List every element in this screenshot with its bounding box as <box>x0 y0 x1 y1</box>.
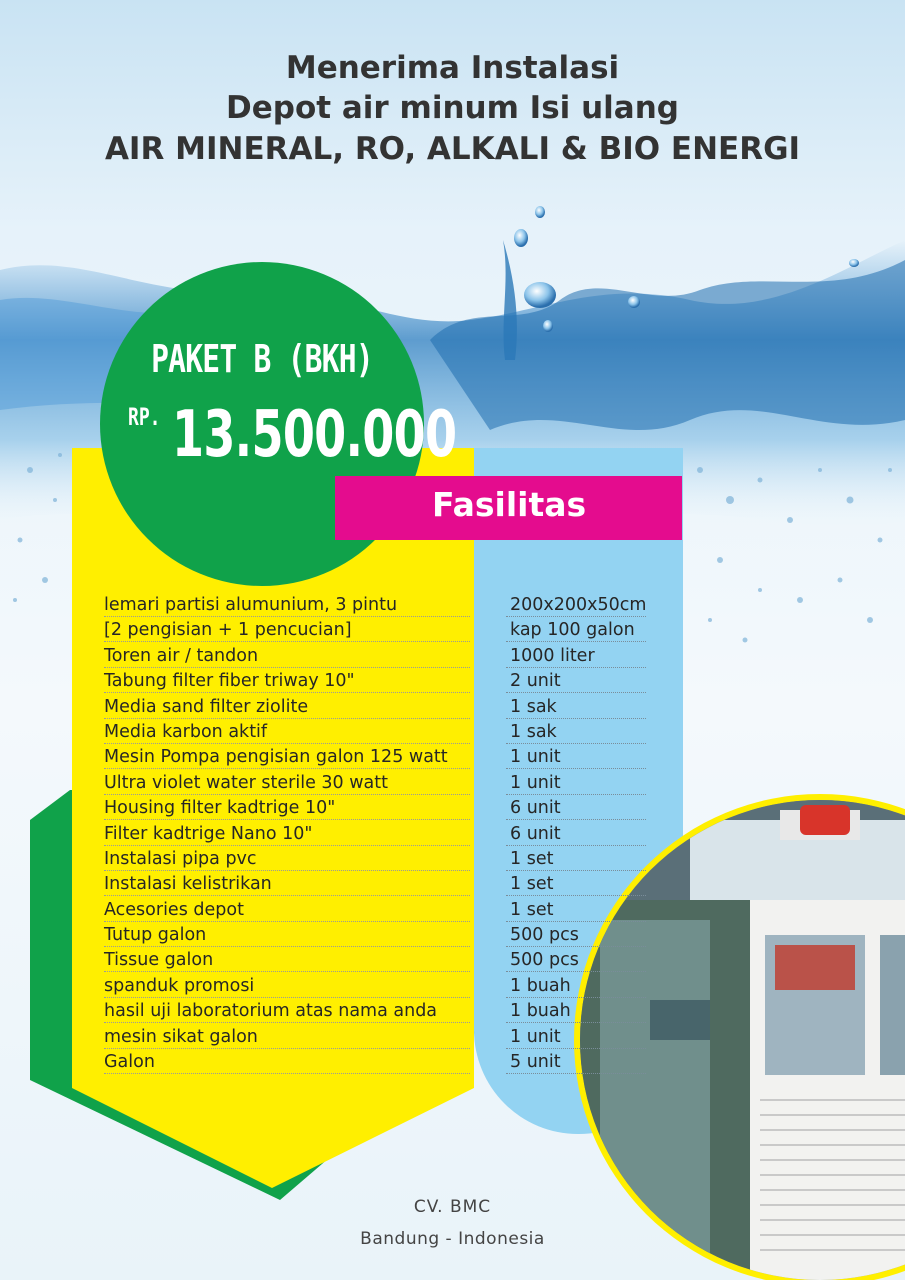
facility-item-name: Instalasi pipa pvc <box>104 848 257 869</box>
dotted-divider <box>506 1022 646 1023</box>
facility-item-name: Media sand filter ziolite <box>104 696 309 717</box>
dotted-divider <box>506 946 646 947</box>
dotted-divider <box>506 870 646 871</box>
facility-item-quantity: 1 set <box>510 874 554 895</box>
dotted-divider <box>506 1048 646 1049</box>
dotted-divider <box>506 971 646 972</box>
dotted-divider <box>506 997 646 998</box>
facility-item-quantity: 6 unit <box>510 823 561 844</box>
list-item <box>104 669 650 694</box>
facility-item-name: Tabung filter fiber triway 10" <box>104 671 355 692</box>
facilities-title: Fasilitas <box>432 485 587 524</box>
dotted-divider <box>506 819 646 820</box>
facility-item-quantity: 2 unit <box>510 671 561 692</box>
facility-item-name: lemari partisi alumunium, 3 pintu <box>104 595 398 615</box>
list-item <box>104 695 650 720</box>
facility-item-quantity: 1 set <box>510 848 554 869</box>
dotted-divider <box>104 845 470 846</box>
dotted-divider <box>506 794 646 795</box>
list-item <box>104 923 650 948</box>
dotted-divider <box>506 718 646 719</box>
list-item <box>104 618 650 643</box>
facility-item-quantity: 1 buah <box>510 1001 571 1022</box>
dotted-divider <box>506 921 646 922</box>
facility-item-name: Mesin Pompa pengisian galon 125 watt <box>104 747 448 768</box>
facility-item-name: Housing filter kadtrige 10" <box>104 798 336 819</box>
facility-item-quantity: 1 set <box>510 899 554 920</box>
list-item <box>104 999 650 1024</box>
dotted-divider <box>104 1073 470 1074</box>
list-item <box>104 948 650 973</box>
facility-item-name: [2 pengisian + 1 pencucian] <box>104 620 352 641</box>
dotted-divider <box>104 718 470 719</box>
facility-item-quantity: 1 sak <box>510 696 557 717</box>
list-item <box>104 593 650 618</box>
facility-item-name: Ultra violet water sterile 30 watt <box>104 772 388 793</box>
dotted-divider <box>506 845 646 846</box>
facility-item-name: Instalasi kelistrikan <box>104 874 272 895</box>
headline-line-2: Depot air minum Isi ulang <box>226 90 679 126</box>
headline-line-3: AIR MINERAL, RO, ALKALI & BIO ENERGI <box>104 131 801 167</box>
dotted-divider <box>104 1048 470 1049</box>
package-name: PAKET B (BKH) <box>151 337 373 381</box>
dotted-divider <box>104 997 470 998</box>
dotted-divider <box>506 743 646 744</box>
dotted-divider <box>506 616 646 617</box>
facility-item-name: Filter kadtrige Nano 10" <box>104 823 313 844</box>
facilities-list <box>104 593 650 1075</box>
facility-item-quantity: 1 buah <box>510 975 571 996</box>
list-item <box>104 1050 650 1075</box>
facility-item-name: Acesories depot <box>104 899 244 920</box>
dotted-divider <box>104 794 470 795</box>
headline-line-1: Menerima Instalasi <box>285 50 620 86</box>
list-item <box>104 644 650 669</box>
facility-item-quantity: kap 100 galon <box>510 620 635 641</box>
list-item <box>104 1025 650 1050</box>
dotted-divider <box>506 768 646 769</box>
dotted-divider <box>104 1022 470 1023</box>
dotted-divider <box>104 641 470 642</box>
facility-item-quantity: 1000 liter <box>510 645 595 666</box>
facility-item-quantity: 500 pcs <box>510 925 579 946</box>
list-item <box>104 898 650 923</box>
dotted-divider <box>104 971 470 972</box>
dotted-divider <box>104 946 470 947</box>
dotted-divider <box>104 768 470 769</box>
dotted-divider <box>506 667 646 668</box>
facility-item-name: spanduk promosi <box>104 975 255 996</box>
dotted-divider <box>104 743 470 744</box>
facility-item-quantity: 1 unit <box>510 772 561 793</box>
dotted-divider <box>506 692 646 693</box>
dotted-divider <box>506 641 646 642</box>
dotted-divider <box>104 921 470 922</box>
dotted-divider <box>104 895 470 896</box>
dotted-divider <box>506 1073 646 1074</box>
dotted-divider <box>104 616 470 617</box>
list-item <box>104 771 650 796</box>
list-item <box>104 745 650 770</box>
list-item <box>104 720 650 745</box>
list-item <box>104 872 650 897</box>
company-location: Bandung - Indonesia <box>360 1229 545 1249</box>
company-name: CV. BMC <box>413 1197 492 1217</box>
dotted-divider <box>104 667 470 668</box>
facility-item-quantity: 500 pcs <box>510 950 579 971</box>
facility-item-quantity: 1 sak <box>510 721 557 742</box>
facility-item-name: Toren air / tandon <box>104 645 259 666</box>
facility-item-name: Tutup galon <box>104 925 207 946</box>
list-item <box>104 796 650 821</box>
facility-item-quantity: 6 unit <box>510 798 561 819</box>
package-price: 13.500.000 <box>172 398 457 472</box>
facility-item-quantity: 5 unit <box>510 1052 561 1073</box>
facility-item-quantity: 200x200x50cm <box>510 595 647 615</box>
facility-item-name: Galon <box>104 1052 155 1073</box>
facility-item-name: hasil uji laboratorium atas nama anda <box>104 1001 438 1022</box>
list-item <box>104 974 650 999</box>
dotted-divider <box>104 692 470 693</box>
facility-item-name: mesin sikat galon <box>104 1026 258 1047</box>
list-item <box>104 822 650 847</box>
facility-item-name: Media karbon aktif <box>104 721 268 742</box>
list-item <box>104 847 650 872</box>
facility-item-name: Tissue galon <box>104 950 214 971</box>
dotted-divider <box>104 819 470 820</box>
facility-item-quantity: 1 unit <box>510 747 561 768</box>
dotted-divider <box>506 895 646 896</box>
dotted-divider <box>104 870 470 871</box>
currency-label: RP. <box>128 403 161 431</box>
facility-item-quantity: 1 unit <box>510 1026 561 1047</box>
